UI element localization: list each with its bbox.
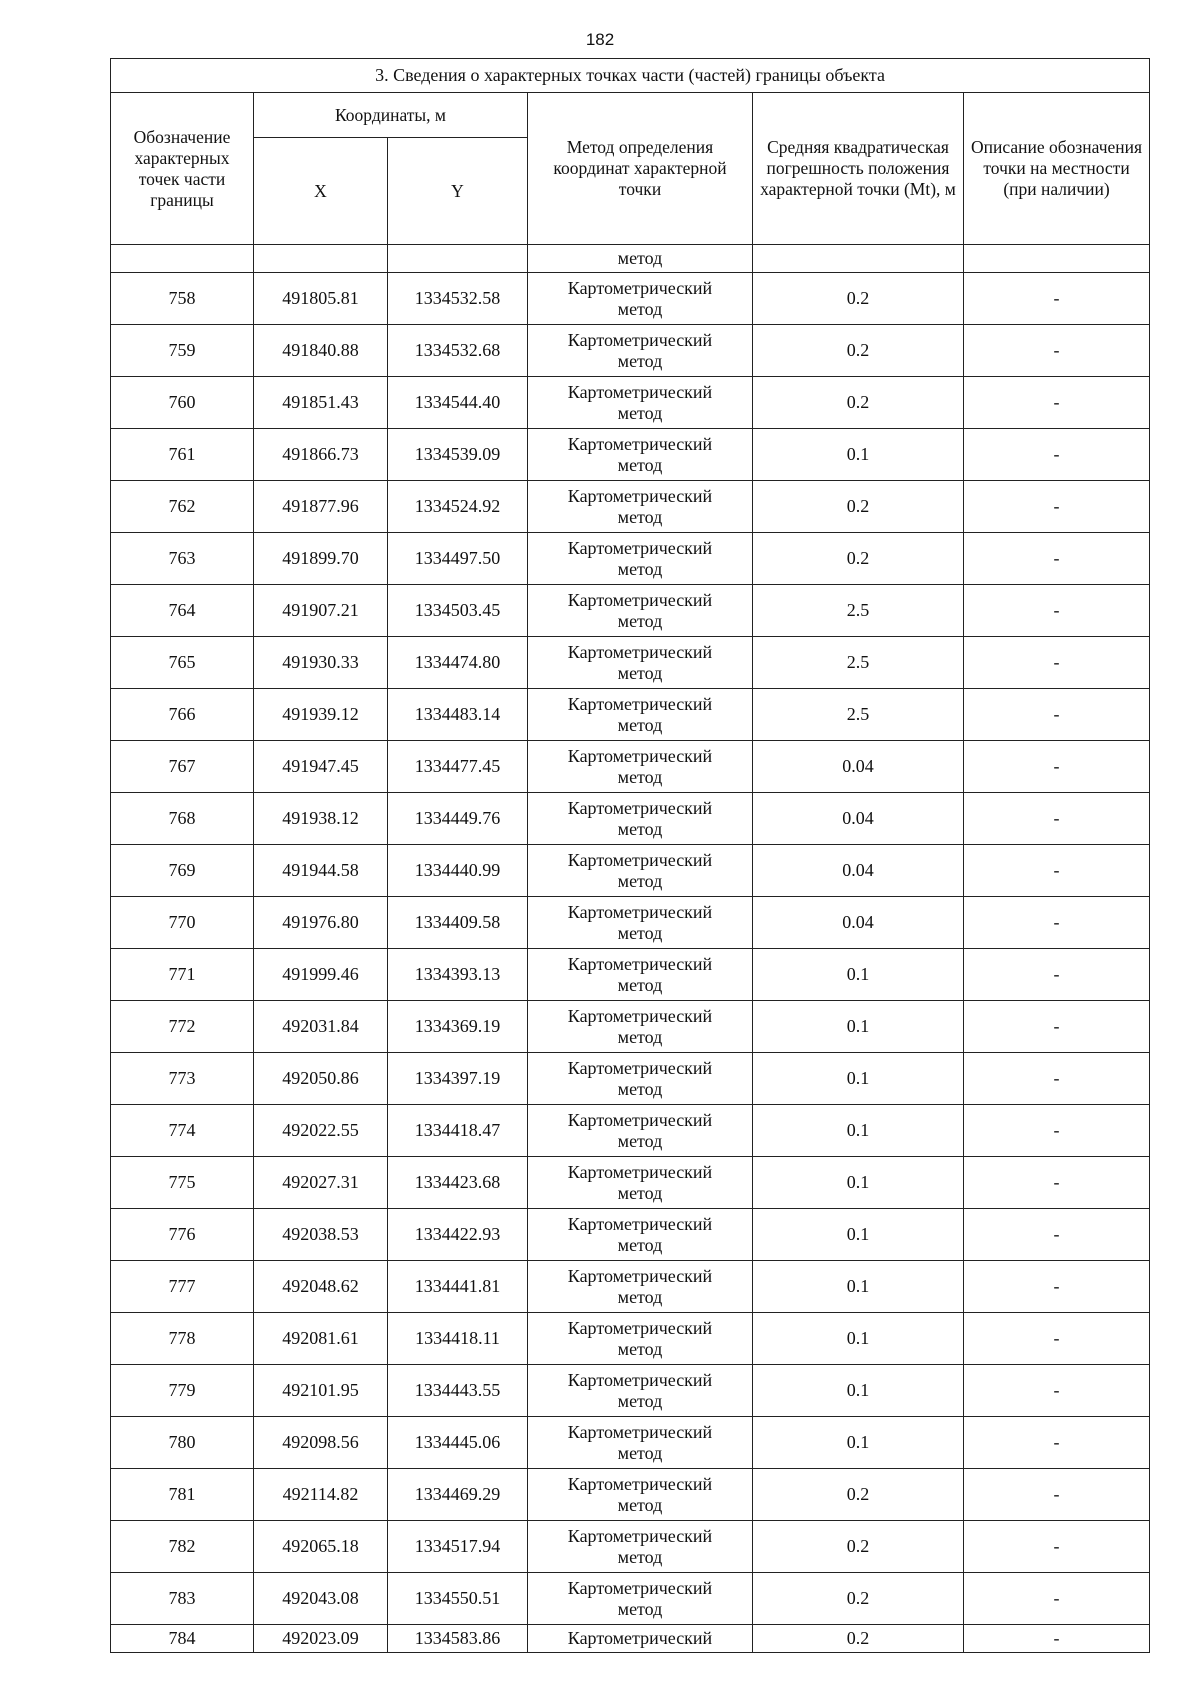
cell-method	[528, 741, 753, 793]
cell-mt: 0.2	[753, 533, 964, 585]
method-line1: Картометрический	[567, 1109, 713, 1130]
cell-x: 492048.62	[254, 1261, 388, 1313]
cell-method	[528, 1209, 753, 1261]
cell-empty	[388, 245, 528, 273]
cell-point-id: 780	[111, 1417, 254, 1469]
header-y: Y	[388, 138, 528, 245]
table-row	[111, 377, 1150, 429]
cell-point-id: 762	[111, 481, 254, 533]
cell-x: 492114.82	[254, 1469, 388, 1521]
method-line2: метод	[617, 922, 663, 943]
cell-mt: 0.2	[753, 1625, 964, 1653]
cell-mt: 0.1	[753, 1001, 964, 1053]
method-line2: метод	[617, 1286, 663, 1307]
table-row	[111, 533, 1150, 585]
cell-point-id: 767	[111, 741, 254, 793]
cell-mt: 2.5	[753, 585, 964, 637]
cell-method	[528, 1001, 753, 1053]
cell-point-id: 764	[111, 585, 254, 637]
method-line1: Картометрический	[567, 1421, 713, 1442]
cell-y: 1334550.51	[388, 1573, 528, 1625]
table-row	[111, 1313, 1150, 1365]
table-row	[111, 1209, 1150, 1261]
table-row	[111, 949, 1150, 1001]
table-row	[111, 585, 1150, 637]
cell-method	[528, 325, 753, 377]
cell-x: 492027.31	[254, 1157, 388, 1209]
method-line1: Картометрический	[567, 953, 713, 974]
cell-description: -	[964, 1469, 1150, 1521]
cell-y: 1334497.50	[388, 533, 528, 585]
method-line2: метод	[617, 870, 663, 891]
cell-method	[528, 1469, 753, 1521]
header-error: Средняя квадратическая погрешность положения характерной точки (Mt), м	[753, 93, 964, 245]
table-row	[111, 1625, 1150, 1653]
cell-x: 491805.81	[254, 273, 388, 325]
cell-y: 1334474.80	[388, 637, 528, 689]
table-row	[111, 481, 1150, 533]
cell-description: -	[964, 793, 1150, 845]
cell-method	[528, 845, 753, 897]
cell-x: 492022.55	[254, 1105, 388, 1157]
cell-mt: 0.2	[753, 325, 964, 377]
method-line1: Картометрический	[567, 277, 713, 298]
cell-method	[528, 949, 753, 1001]
cell-empty	[964, 245, 1150, 273]
cell-x: 492098.56	[254, 1417, 388, 1469]
cell-mt: 0.2	[753, 1521, 964, 1573]
cell-x: 491939.12	[254, 689, 388, 741]
cell-description: -	[964, 585, 1150, 637]
table-row	[111, 1001, 1150, 1053]
cell-description: -	[964, 689, 1150, 741]
method-line2: метод	[617, 1078, 663, 1099]
cell-x: 492031.84	[254, 1001, 388, 1053]
table-row	[111, 1053, 1150, 1105]
cell-y: 1334441.81	[388, 1261, 528, 1313]
cell-y: 1334369.19	[388, 1001, 528, 1053]
method-line1: Картометрический	[567, 1525, 713, 1546]
method-line2: метод	[617, 1182, 663, 1203]
cell-x: 492101.95	[254, 1365, 388, 1417]
cell-mt: 0.1	[753, 1157, 964, 1209]
cell-method	[528, 793, 753, 845]
method-line2: метод	[617, 1234, 663, 1255]
cell-point-id: 759	[111, 325, 254, 377]
method-line1: Картометрический	[567, 1317, 713, 1338]
method-line1: Картометрический	[567, 485, 713, 506]
cell-y: 1334583.86	[388, 1625, 528, 1653]
method-line1: Картометрический	[567, 1161, 713, 1182]
method-line1: Картометрический	[567, 901, 713, 922]
method-line2: метод	[617, 558, 663, 579]
header-x: X	[254, 138, 388, 245]
cell-point-id: 778	[111, 1313, 254, 1365]
method-line2: метод	[617, 402, 663, 423]
cell-mt: 0.1	[753, 1209, 964, 1261]
cell-x: 492038.53	[254, 1209, 388, 1261]
method-line1: Картометрический	[567, 381, 713, 402]
table-row	[111, 325, 1150, 377]
cell-method	[528, 1573, 753, 1625]
table-row	[111, 1365, 1150, 1417]
cell-description: -	[964, 1157, 1150, 1209]
cell-y: 1334393.13	[388, 949, 528, 1001]
cell-point-id: 772	[111, 1001, 254, 1053]
cell-x: 491944.58	[254, 845, 388, 897]
cell-description: -	[964, 1313, 1150, 1365]
cell-method	[528, 273, 753, 325]
cell-description: -	[964, 1625, 1150, 1653]
cell-y: 1334503.45	[388, 585, 528, 637]
cell-point-id: 784	[111, 1625, 254, 1653]
method-line2: метод	[617, 1338, 663, 1359]
cell-x: 492081.61	[254, 1313, 388, 1365]
cell-point-id: 768	[111, 793, 254, 845]
method-line1: Картометрический	[567, 849, 713, 870]
method-line1: Картометрический	[567, 641, 713, 662]
cell-description: -	[964, 533, 1150, 585]
cell-point-id: 758	[111, 273, 254, 325]
cell-empty	[111, 245, 254, 273]
cell-y: 1334443.55	[388, 1365, 528, 1417]
method-line2: метод	[617, 1494, 663, 1515]
cell-mt: 0.2	[753, 481, 964, 533]
cell-mt: 0.1	[753, 1261, 964, 1313]
cell-empty	[254, 245, 388, 273]
cell-mt: 2.5	[753, 689, 964, 741]
cell-mt: 0.1	[753, 1313, 964, 1365]
method-line2: метод	[617, 350, 663, 371]
cell-method	[528, 1105, 753, 1157]
method-line1: Картометрический	[567, 433, 713, 454]
table-row	[111, 273, 1150, 325]
table-row	[111, 1469, 1150, 1521]
cell-point-id: 775	[111, 1157, 254, 1209]
cell-point-id: 774	[111, 1105, 254, 1157]
table-row	[111, 1573, 1150, 1625]
cell-mt: 0.1	[753, 429, 964, 481]
method-line1: Картометрический	[567, 693, 713, 714]
cell-x: 491907.21	[254, 585, 388, 637]
table-row	[111, 845, 1150, 897]
method-line1: Картометрический	[567, 1005, 713, 1026]
method-line1: Картометрический	[567, 1265, 713, 1286]
cell-description: -	[964, 1365, 1150, 1417]
header-description: Описание обозначения точки на местности (при наличии)	[964, 93, 1150, 245]
table-title: 3. Сведения о характерных точках части (частей) границы объекта	[111, 59, 1150, 93]
cell-point-id: 783	[111, 1573, 254, 1625]
cell-description: -	[964, 1209, 1150, 1261]
cell-y: 1334445.06	[388, 1417, 528, 1469]
method-line2: метод	[617, 714, 663, 735]
cell-description: -	[964, 1521, 1150, 1573]
continuation-row	[111, 245, 1150, 273]
table-row	[111, 1105, 1150, 1157]
table-row	[111, 1261, 1150, 1313]
table-row	[111, 429, 1150, 481]
cell-point-id: 779	[111, 1365, 254, 1417]
cell-method	[528, 481, 753, 533]
cell-empty	[753, 245, 964, 273]
cell-method	[528, 689, 753, 741]
cell-mt: 0.1	[753, 1105, 964, 1157]
cell-x: 491930.33	[254, 637, 388, 689]
method-line2: метод	[617, 1598, 663, 1619]
method-line2: метод	[617, 610, 663, 631]
cell-point-id: 763	[111, 533, 254, 585]
method-line1: Картометрический	[567, 745, 713, 766]
cell-description: -	[964, 273, 1150, 325]
cell-x: 491851.43	[254, 377, 388, 429]
cell-mt: 0.1	[753, 1417, 964, 1469]
cell-mt: 2.5	[753, 637, 964, 689]
cell-y: 1334477.45	[388, 741, 528, 793]
cell-description: -	[964, 949, 1150, 1001]
cell-x: 491866.73	[254, 429, 388, 481]
cell-description: -	[964, 1573, 1150, 1625]
cell-method	[528, 1521, 753, 1573]
cell-y: 1334449.76	[388, 793, 528, 845]
method-line1: Картометрический	[567, 1473, 713, 1494]
cell-description: -	[964, 429, 1150, 481]
boundary-points-table	[110, 58, 1150, 1653]
cell-mt: 0.2	[753, 1573, 964, 1625]
cell-description: -	[964, 481, 1150, 533]
cell-description: -	[964, 1053, 1150, 1105]
cell-y: 1334539.09	[388, 429, 528, 481]
cell-mt: 0.1	[753, 949, 964, 1001]
method-line2: метод	[617, 974, 663, 995]
cell-method	[528, 533, 753, 585]
cell-point-id: 776	[111, 1209, 254, 1261]
cell-method	[528, 429, 753, 481]
cell-description: -	[964, 845, 1150, 897]
table-row	[111, 897, 1150, 949]
cell-y: 1334423.68	[388, 1157, 528, 1209]
table-row	[111, 637, 1150, 689]
method-line1: Картометрический	[567, 1213, 713, 1234]
header-coordinates: Координаты, м	[254, 93, 528, 138]
cell-x: 492023.09	[254, 1625, 388, 1653]
method-line2: метод	[617, 1130, 663, 1151]
cell-y: 1334517.94	[388, 1521, 528, 1573]
page-number: 182	[585, 30, 615, 49]
cell-description: -	[964, 1417, 1150, 1469]
method-line1: Картометрический	[567, 1628, 713, 1648]
method-line1: Картометрический	[567, 1369, 713, 1390]
cell-method-continuation: метод	[528, 245, 753, 273]
cell-method	[528, 585, 753, 637]
table-row	[111, 741, 1150, 793]
table-row	[111, 1157, 1150, 1209]
method-line1: Картометрический	[567, 589, 713, 610]
cell-mt: 0.04	[753, 793, 964, 845]
cell-x: 491840.88	[254, 325, 388, 377]
method-line2: метод	[617, 298, 663, 319]
cell-y: 1334524.92	[388, 481, 528, 533]
cell-description: -	[964, 325, 1150, 377]
cell-x: 492065.18	[254, 1521, 388, 1573]
header-designation: Обозначение характерных точек части границы	[111, 93, 254, 245]
cell-point-id: 766	[111, 689, 254, 741]
method-line2: метод	[617, 818, 663, 839]
cell-description: -	[964, 1001, 1150, 1053]
cell-method	[528, 377, 753, 429]
cell-description: -	[964, 741, 1150, 793]
cell-x: 491877.96	[254, 481, 388, 533]
cell-y: 1334532.68	[388, 325, 528, 377]
cell-y: 1334440.99	[388, 845, 528, 897]
cell-mt: 0.04	[753, 741, 964, 793]
cell-method	[528, 1625, 753, 1653]
cell-method	[528, 1053, 753, 1105]
method-line1: Картометрический	[567, 537, 713, 558]
cell-description: -	[964, 897, 1150, 949]
cell-point-id: 761	[111, 429, 254, 481]
method-line1: Картометрический	[567, 329, 713, 350]
cell-mt: 0.1	[753, 1365, 964, 1417]
cell-x: 492043.08	[254, 1573, 388, 1625]
cell-y: 1334418.11	[388, 1313, 528, 1365]
cell-description: -	[964, 377, 1150, 429]
cell-y: 1334544.40	[388, 377, 528, 429]
cell-x: 491899.70	[254, 533, 388, 585]
cell-method	[528, 1157, 753, 1209]
method-line2: метод	[617, 1026, 663, 1047]
cell-y: 1334422.93	[388, 1209, 528, 1261]
cell-point-id: 765	[111, 637, 254, 689]
method-line2: метод	[617, 1546, 663, 1567]
cell-y: 1334418.47	[388, 1105, 528, 1157]
method-line2: метод	[617, 506, 663, 527]
cell-y: 1334532.58	[388, 273, 528, 325]
method-line2: метод	[617, 662, 663, 683]
method-line2: метод	[617, 454, 663, 475]
cell-mt: 0.2	[753, 377, 964, 429]
cell-y: 1334397.19	[388, 1053, 528, 1105]
method-line1: Картометрический	[567, 1577, 713, 1598]
header-method: Метод определения координат характерной точки	[528, 93, 753, 245]
table-row	[111, 1417, 1150, 1469]
cell-point-id: 777	[111, 1261, 254, 1313]
cell-method	[528, 1417, 753, 1469]
cell-point-id: 781	[111, 1469, 254, 1521]
cell-method	[528, 637, 753, 689]
cell-mt: 0.2	[753, 1469, 964, 1521]
cell-mt: 0.2	[753, 273, 964, 325]
table-row	[111, 689, 1150, 741]
table-row	[111, 1521, 1150, 1573]
cell-method	[528, 1365, 753, 1417]
cell-y: 1334409.58	[388, 897, 528, 949]
cell-y: 1334483.14	[388, 689, 528, 741]
cell-mt: 0.04	[753, 845, 964, 897]
method-line2: метод	[617, 1390, 663, 1411]
cell-mt: 0.1	[753, 1053, 964, 1105]
cell-point-id: 769	[111, 845, 254, 897]
cell-point-id: 760	[111, 377, 254, 429]
cell-method	[528, 897, 753, 949]
cell-point-id: 782	[111, 1521, 254, 1573]
cell-description: -	[964, 637, 1150, 689]
method-line1: Картометрический	[567, 797, 713, 818]
cell-x: 491976.80	[254, 897, 388, 949]
table-body	[111, 245, 1150, 1653]
cell-method	[528, 1313, 753, 1365]
cell-x: 491938.12	[254, 793, 388, 845]
cell-method	[528, 1261, 753, 1313]
cell-x: 492050.86	[254, 1053, 388, 1105]
cell-point-id: 771	[111, 949, 254, 1001]
cell-point-id: 773	[111, 1053, 254, 1105]
cell-x: 491947.45	[254, 741, 388, 793]
method-line2: метод	[617, 766, 663, 787]
method-line1: Картометрический	[567, 1057, 713, 1078]
cell-mt: 0.04	[753, 897, 964, 949]
table-row	[111, 793, 1150, 845]
cell-description: -	[964, 1261, 1150, 1313]
cell-x: 491999.46	[254, 949, 388, 1001]
cell-y: 1334469.29	[388, 1469, 528, 1521]
cell-description: -	[964, 1105, 1150, 1157]
method-line2: метод	[617, 1442, 663, 1463]
cell-point-id: 770	[111, 897, 254, 949]
